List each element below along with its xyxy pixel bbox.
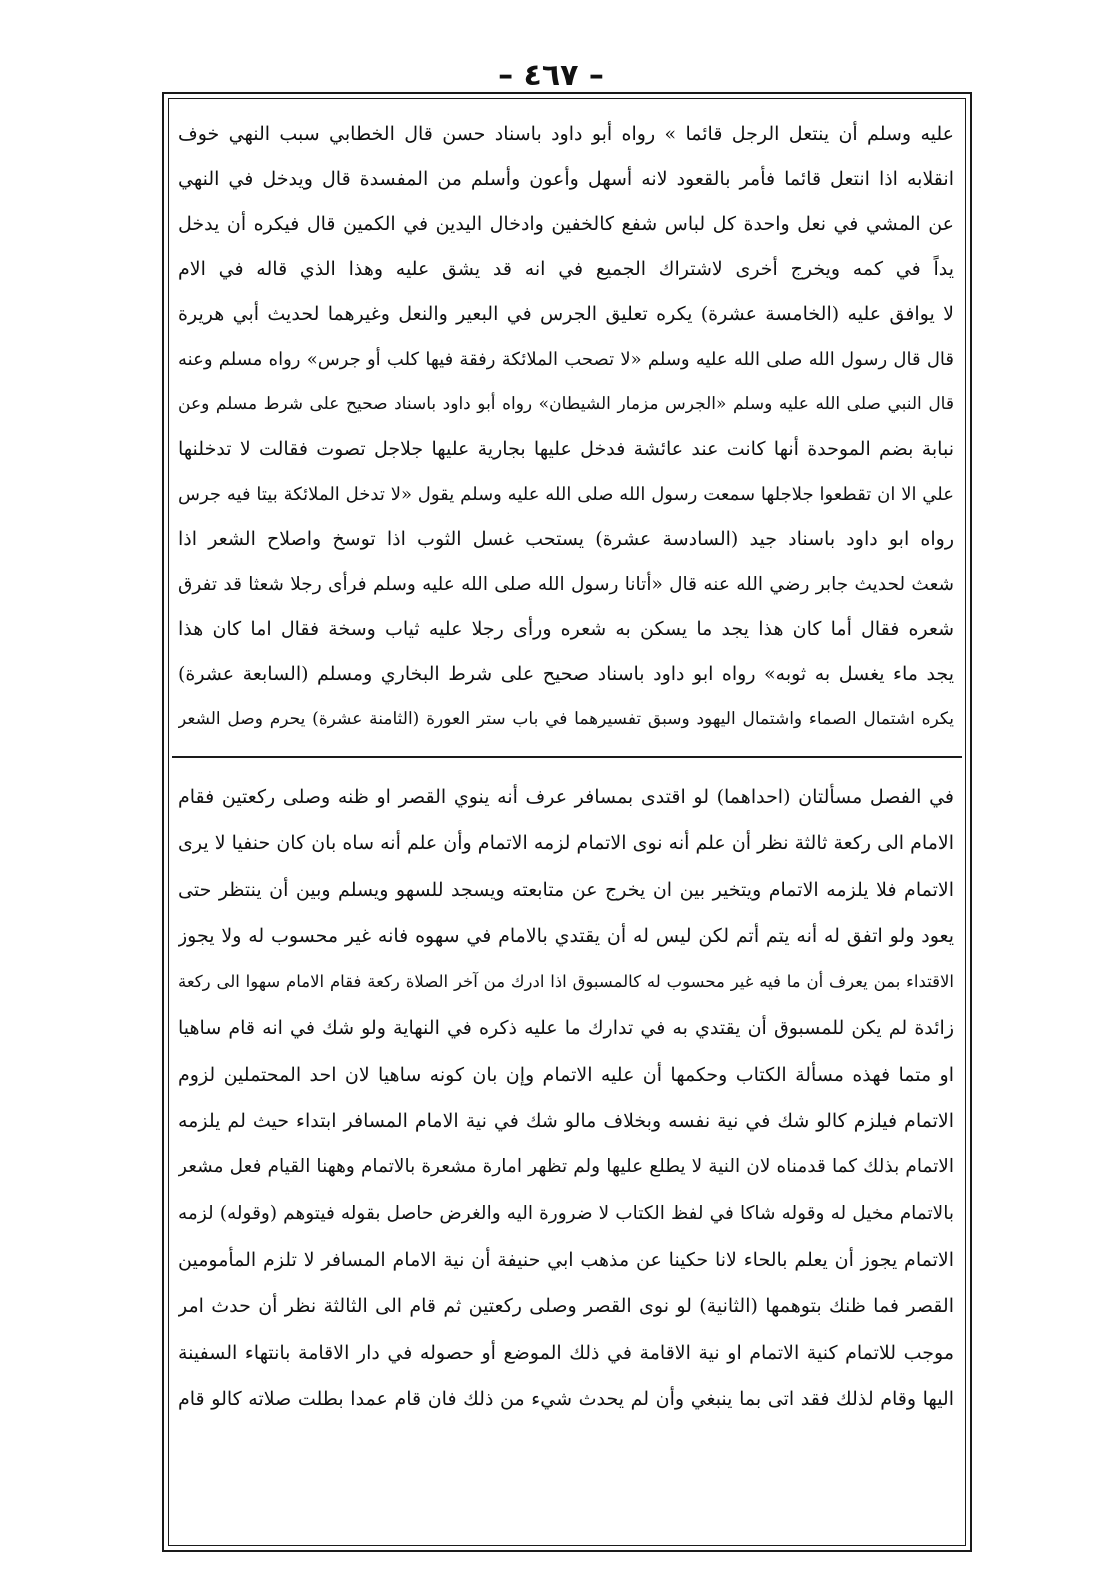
text-line: نبابة بضم الموحدة أنها كانت عند عائشة فدخل عليها بجارية عليها جلاجل تصوت فقالت لا تدخلنها	[178, 438, 954, 460]
text-line: لا يوافق عليه (الخامسة عشرة) يكره تعليق الجرس في البعير والنعل وغيرهما لحديث أبي هريرة	[178, 303, 954, 325]
text-line: زائدة لم يكن للمسبوق أن يقتدي به في تدارك ما عليه ذكره في النهاية ولو شك في انه قام ساهيا	[178, 1017, 954, 1040]
text-line: قال النبي صلى الله عليه وسلم «الجرس مزمار الشيطان» رواه أبو داود باسناد صحيح على شرط مسلم وعن	[178, 394, 954, 414]
lower-text-block	[178, 774, 954, 1422]
text-line: موجب للاتمام كنية الاتمام او نية الاقامة في ذلك الموضع أو حصوله في دار الاقامة بانتهاء السفينة	[178, 1341, 954, 1364]
text-line: الاتمام بذلك كما قدمناه لان النية لا يطلع عليها ولم تظهر امارة مشعرة بالاتمام وههنا القيام فعل مشعر	[178, 1156, 954, 1178]
text-line: يجد ماء يغسل به ثوبه» رواه ابو داود باسناد صحيح على شرط البخاري ومسلم (السابعة عشرة)	[178, 663, 954, 685]
text-line: الاقتداء بمن يعرف أن ما فيه غير محسوب له كالمسبوق اذا ادرك من آخر الصلاة ركعة فقام الامام سهوا الى ركعة	[178, 972, 954, 992]
text-line: اليها وقام لذلك فقد اتى بما ينبغي وأن لم يحدث شيء من ذلك فان قام عمدا بطلت صلاته كالو قام	[178, 1387, 954, 1410]
text-line: يعود ولو اتفق له أنه يتم أتم لكن ليس له أن يقتدي بالامام في سهوه فانه غير محسوب له ولا يجوز	[178, 924, 954, 947]
text-line: يداً في كمه ويخرج أخرى لاشتراك الجميع في انه قد يشق عليه وهذا الذي قاله في الام	[178, 258, 954, 280]
text-line: شعره فقال أما كان هذا يجد ما يسكن به شعره ورأى رجلا عليه ثياب وسخة فقال اما كان هذا	[178, 618, 954, 640]
text-line: الامام الى ركعة ثالثة نظر أن علم أنه نوى الاتمام لزمه الاتمام وأن علم أنه ساه بان كان حنفيا لا يرى	[178, 832, 954, 855]
text-line: الاتمام فلا يلزمه الاتمام ويتخير بين ان يخرج عن متابعته ويسجد للسهو ويسلم وبين أن ينتظر حتى	[178, 878, 954, 901]
text-line: الاتمام فيلزم كالو شك في نية نفسه وبخلاف مالو شك في نية الامام المسافر ابتداء حيث لم يلزمه	[178, 1110, 954, 1133]
text-line: بالاتمام مخيل له وقوله شاكا في لفظ الكتاب لا ضرورة اليه والغرض حاصل بقوله فيتوهم (وقوله) لزمه	[178, 1202, 954, 1224]
text-line: او متما فهذه مسألة الكتاب وحكمها أن عليه الاتمام وإن بان كونه ساهيا لان احد المحتملين لزوم	[178, 1063, 954, 1086]
section-divider	[172, 756, 962, 758]
text-line: شعث لحديث جابر رضي الله عنه قال «أتانا رسول الله صلى الله عليه وسلم فرأى رجلا شعثا قد تفرق	[178, 574, 954, 595]
text-line: عليه وسلم أن ينتعل الرجل قائما » رواه أبو داود باسناد حسن قال الخطابي سبب النهي خوف	[178, 123, 954, 145]
text-line: الاتمام يجوز أن يعلم بالحاء لانا حكينا عن مذهب ابي حنيفة أن نية الامام المسافر لا تلزم المأمومين	[178, 1248, 954, 1271]
text-line: قال قال رسول الله صلى الله عليه وسلم «لا تصحب الملائكة رفقة فيها كلب أو جرس» رواه مسلم وعنه	[178, 349, 954, 370]
upper-text-block	[178, 112, 954, 742]
text-line: يكره اشتمال الصماء واشتمال اليهود وسبق تفسيرهما في باب ستر العورة (الثامنة عشرة) يحرم وصل الشعر	[178, 709, 954, 729]
text-line: القصر فما ظنك بتوهمها (الثانية) لو نوى القصر وصلى ركعتين ثم قام الى الثالثة نظر أن حدث امر	[178, 1295, 954, 1318]
text-line: علي الا ان تقطعوا جلاجلها سمعت رسول الله صلى الله عليه وسلم يقول «لا تدخل الملائكة بيتا فيه جرس	[178, 484, 954, 505]
text-line: انقلابه اذا انتعل قائما فأمر بالقعود لانه أسهل وأعون وأسلم من المفسدة قال ويدخل في النهي	[178, 168, 954, 190]
text-line: رواه ابو داود باسناد جيد (السادسة عشرة) يستحب غسل الثوب اذا توسخ واصلاح الشعر اذا	[178, 528, 954, 550]
page-number: – ٤٦٧ –	[498, 58, 604, 93]
text-line: في الفصل مسألتان (احداهما) لو اقتدى بمسافر عرف أنه ينوي القصر او ظنه وصلى ركعتين فقام	[178, 786, 954, 808]
text-line: عن المشي في نعل واحدة كل لباس شفع كالخفين وادخال اليدين في الكمين قال فيكره أن يدخل	[178, 213, 954, 235]
